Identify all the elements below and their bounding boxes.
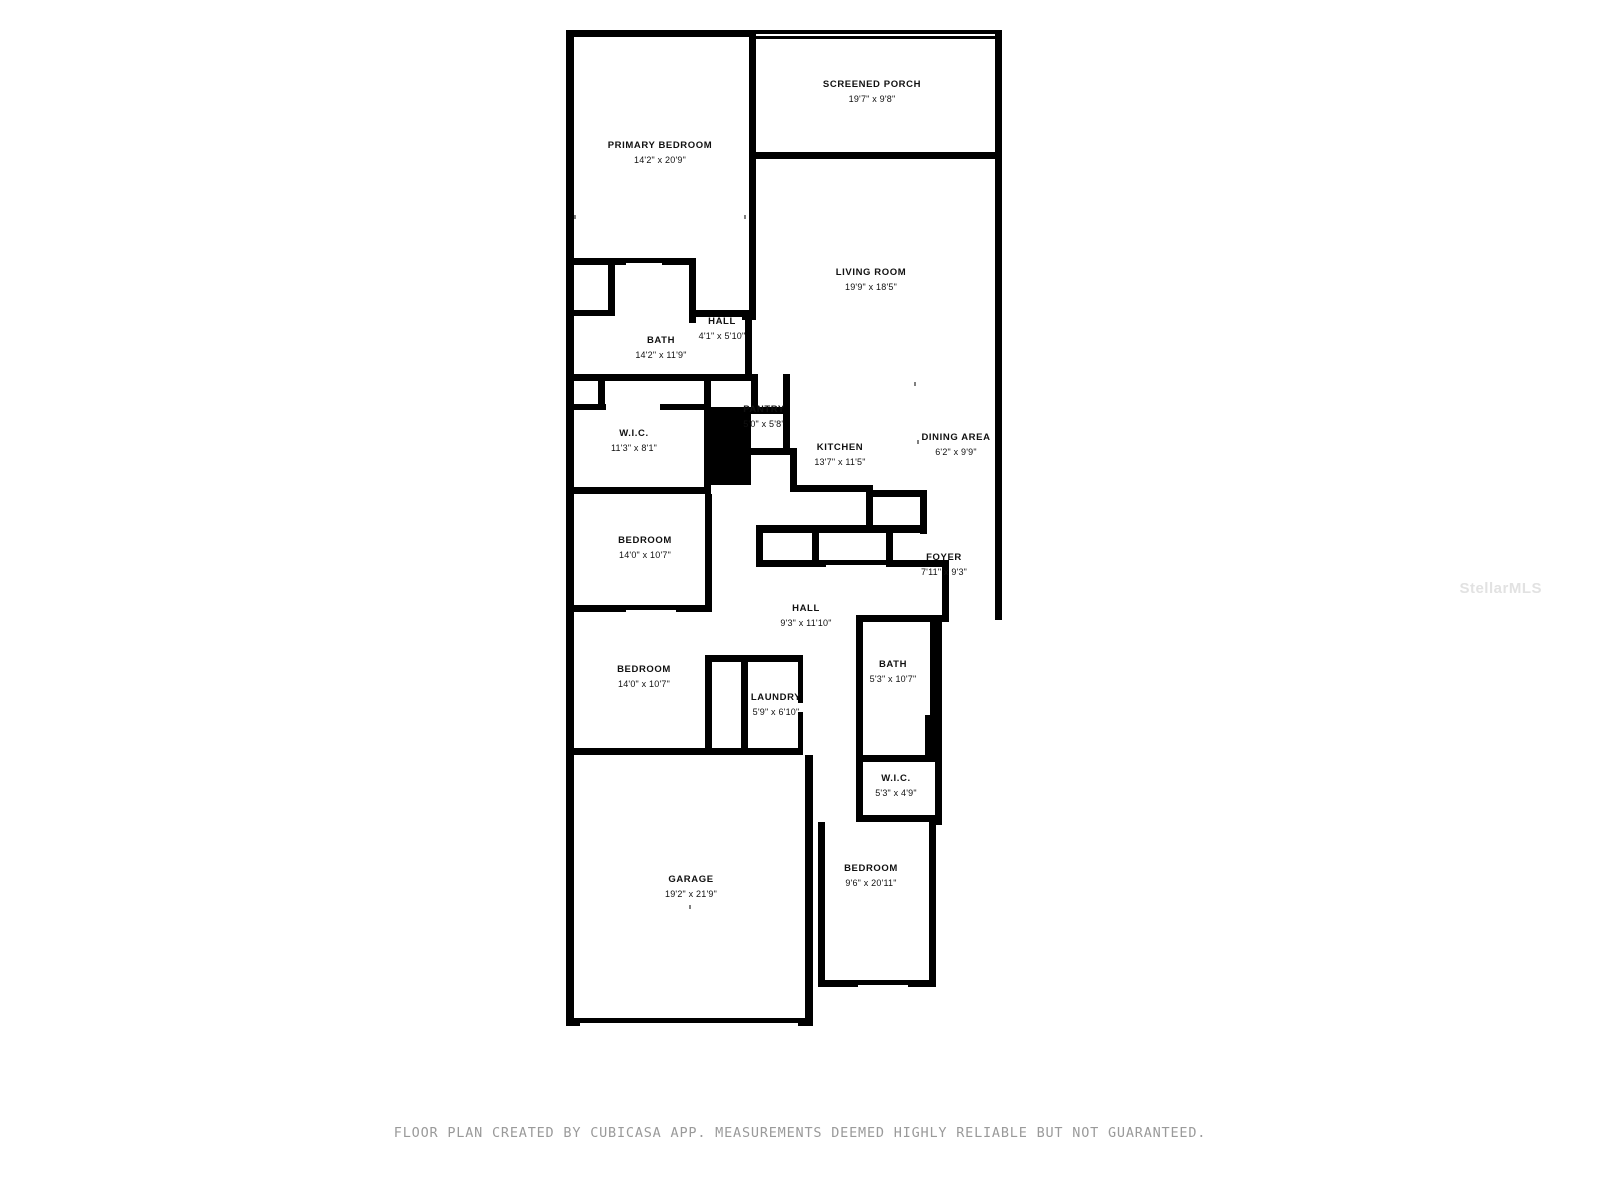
room-dimensions: 5'0" x 5'8" [743, 418, 785, 429]
room-name: W.I.C. [619, 428, 649, 440]
room-name: BATH [878, 659, 908, 671]
room-name: BEDROOM [618, 535, 672, 547]
watermark: StellarMLS [1459, 580, 1542, 597]
room-dimensions: 13'7" x 11'5" [814, 456, 866, 467]
room-dimensions: 5'3" x 4'9" [875, 787, 917, 798]
room-dimensions: 11'3" x 8'1" [610, 442, 658, 453]
room-dimensions: 14'2" x 20'9" [634, 154, 686, 165]
room-name: FOYER [926, 552, 962, 564]
room-name: DINING AREA [921, 432, 991, 444]
room-name: PRIMARY BEDROOM [607, 140, 713, 152]
room-name: BATH [646, 335, 676, 347]
room-dimensions: 14'0" x 10'7" [619, 549, 671, 560]
room-dimensions: 19'9" x 18'5" [845, 281, 897, 292]
room-name: KITCHEN [816, 442, 864, 454]
room-dimensions: 14'0" x 10'7" [618, 678, 670, 689]
room-name: LIVING ROOM [835, 267, 907, 279]
room-name: BEDROOM [844, 863, 898, 875]
room-dimensions: 4'1" x 5'10" [698, 330, 746, 341]
room-name: HALL [708, 316, 736, 328]
room-name: W.I.C. [881, 773, 911, 785]
room-name: BEDROOM [617, 664, 671, 676]
room-name: PANTRY [743, 404, 785, 416]
room-dimensions: 7'11" x 9'3" [920, 566, 968, 577]
room-dimensions: 5'9" x 6'10" [752, 706, 800, 717]
room-name: SCREENED PORCH [822, 79, 922, 91]
room-dimensions: 9'6" x 20'11" [845, 877, 897, 888]
room-dimensions: 9'3" x 11'10" [780, 617, 832, 628]
room-name: LAUNDRY [750, 692, 802, 704]
room-dimensions: 14'2" x 11'9" [635, 349, 687, 360]
room-dimensions: 19'2" x 21'9" [665, 888, 717, 899]
disclaimer-text: FLOOR PLAN CREATED BY CUBICASA APP. MEASUREMENTS DEEMED HIGHLY RELIABLE BUT NOT GUARANTEED. [393, 1125, 1207, 1141]
room-dimensions: 5'3" x 10'7" [869, 673, 917, 684]
room-dimensions: 19'7" x 9'8" [848, 93, 896, 104]
room-dimensions: 6'2" x 9'9" [935, 446, 977, 457]
room-name: HALL [792, 603, 820, 615]
room-name: GARAGE [668, 874, 714, 886]
